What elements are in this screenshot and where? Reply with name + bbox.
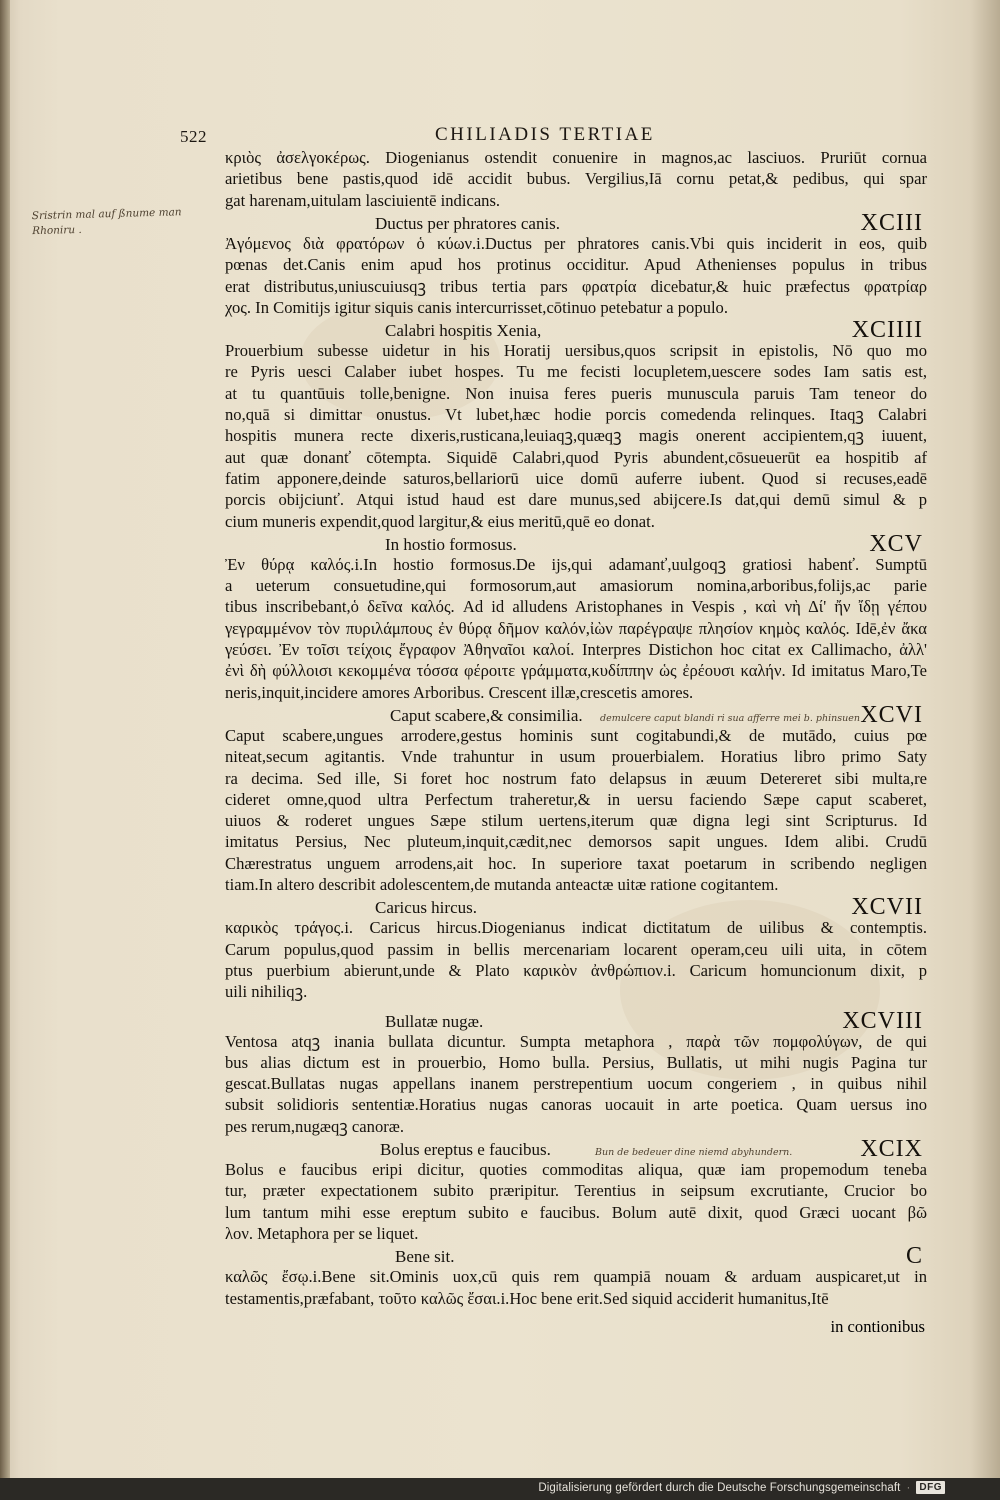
text-line: hospitis munera recte dixeris,rusticana,leuiaqꝫ,quæqꝫ magis onerent accipientem,qꝫ iuuent, (225, 426, 927, 446)
proverb-numeral: XCIII (860, 209, 923, 236)
text-line: ra decima. Sed ille, Si foret hoc nostrum fato delapsus in æuum Detereret sibi multa,re (225, 768, 927, 788)
text-line: arietibus bene pastis,quod idē accidit bubus. Vergilius,Iā cornu petat,& pedibus, qui spar (225, 169, 927, 189)
proverb-title: Ductus per phratores canis. (375, 213, 561, 233)
text-line: pœnas det.Canis enim apud hos protinus occiditur. Apud Athenienses populus in tribus (225, 255, 927, 275)
text-line: no,quā si dimittar onustus. Vt lubet,hæc hodie porcis comedenda relinques. Itaqꝫ Calabri (225, 405, 927, 424)
proverb-title: Bullatæ nugæ. (385, 1011, 484, 1031)
proverb-heading (225, 896, 927, 920)
text-line: γεύσει. Ἐν τοῖσι τείχοις ἔγραφον Ἀθηναῖοι καλοί. Interpres Distichon hoc citat ex Callimacho, ἀλλ' (225, 640, 927, 659)
text-line: tibus inscribebant,ὁ δεῖνα καλός. Ad id alludens Aristophanes in Vespis , καὶ νὴ Δί' ἤν ἴδῃ γέπου (225, 597, 927, 617)
proverb-title: Calabri hospitis Xenia, (385, 321, 542, 341)
text-line: χος. In Comitijs igitur siquis canis intercurrisset,cōtinuo petebatur a populo. (225, 297, 729, 317)
text-line: porcis obijciunť. Atqui istud haud est dare munus,sed abijcere.Is dat,qui demū simul & p (225, 490, 927, 510)
digitization-credit: Digitalisierung gefördert durch die Deutsche Forschungsgemeinschaft · DFG (538, 1481, 945, 1494)
dfg-logo-icon: DFG (916, 1481, 945, 1494)
proverb-heading (225, 701, 927, 728)
proverb-numeral: XCVII (851, 894, 923, 921)
text-line: Ἀγόμενος διὰ φρατόρων ὁ κύων.i.Ductus per phratores canis.Vbi quis inciderit in eos, quib (225, 233, 927, 253)
text-line: Carum populus,quod passim in bellis mercenariam locarent operam,ceu uili uita, in cōtem (225, 939, 927, 959)
text-line: subsit solidioris sententiæ.Horatius nugas canoras uocauit in arte poetica. Quam uersus ino (225, 1095, 927, 1115)
text-line: λον. Metaphora per se liquet. (225, 1223, 419, 1243)
page-number: 522 (180, 127, 207, 146)
text-line: gat harenam,uitulam lasciuientē indicans. (225, 190, 501, 210)
text-line: re Pyris uesci Calaber iubet hospes. Tu me fecisti locupletem,uescere sodes Iam satis est, (225, 362, 927, 382)
text-line: imitatus Persius, Nec pluteum,inquit,cædit,nec demorsos sapit ungues. Idem alibi. Crudū (225, 832, 927, 852)
text-line: erat distributus,uniuscuiusqꝫ tribus tertia pars φρατρία dicebatur,& huic præfectus φρατρίαρ (225, 276, 927, 296)
proverb-numeral: C (905, 1243, 923, 1270)
text-line: uili nihiliqꝫ. (225, 982, 308, 1002)
text-line: καρικὸς τράγος.i. Caricus hircus.Diogenianus indicat dictitatum de uilibus & contemptis. (225, 918, 927, 938)
running-head: CHILIADIS TERTIAE (435, 124, 655, 145)
proverb-heading (225, 319, 927, 343)
text-line: Ventosa atqꝫ inania bullata dicuntur. Sumpta metaphora , παρὰ τῶν πομφολύγων, de qui (225, 1031, 927, 1051)
text-line: fatim apponere,deinde saturos,bellariorū uice domū auferre iubent. Quod si recuses,eadē (225, 468, 927, 488)
proverb-numeral: XCIX (860, 1136, 923, 1162)
text-line: cium muneris expendit,quod largitur,& eius meritū,quē eo donat. (225, 511, 655, 531)
proverb-numeral: XCIIII (851, 317, 923, 344)
text-line: niteat,secum agitantis. Vnde trahuntur in usum prouerbialem. Horatius libro primo Saty (225, 747, 927, 767)
text-line: tur, præter expectationem subito præripitur. Terentius in seipsum excrutiante, Crucior bo (225, 1181, 927, 1201)
handwritten-annotation: Bun de bedeuer dine niemd abyhundern. (595, 1147, 793, 1158)
text-line: Prouerbium subesse uidetur in his Horatij uersibus,quos scripsit in epistolis, Nō quo mo (225, 341, 927, 361)
handwritten-annotation: demulcere caput blandi ri sua afferre mei b. phinsuen (600, 712, 860, 724)
proverb-title: Bolus ereptus e faucibus. (380, 1140, 551, 1159)
text-line: Bolus e faucibus eripi dicitur, quoties commoditas aliqua, quæ iam propemodum teneba (225, 1160, 927, 1179)
text-line: cideret omne,quod ultra Perfectum traheretur,& in uersu faciendo Sæpe caput scaberet, (225, 789, 927, 809)
proverb-heading (225, 209, 927, 236)
catchword: in contionibus (830, 1317, 925, 1336)
text-line: lum tantum mihi esse ereptum subito e faucibus. Bolum autē dixit, quod Græci uocant βῶ (225, 1202, 927, 1222)
text-line: καλῶς ἔσῳ.i.Bene sit.Ominis uox,cū quis rem quampiā nouam & arduam auspicaret,ut in (225, 1267, 927, 1287)
proverb-numeral: XCVI (860, 701, 923, 728)
text-line: Chærestratus unguem arrodens,ait hoc. In superiore taxat poetarum in scribendo negligen (225, 853, 927, 873)
text-line: aut quæ donanť cōtempta. Siquidē Calabri,quod Pyris abundent,cōsueuerūt ea hospitib af (225, 447, 927, 467)
text-line: ptus puerbium abierunt,unde & Plato καρικὸν ἀνθρώπιον.i. Caricum homuncionum dixit, p (225, 960, 927, 980)
text-line: Ἐν θύρᾳ καλός.i.In hostio formosus.De ijs,qui adamanť,uulgoqꝫ gratiosi habenť. Sumptū (225, 554, 927, 574)
proverb-title: In hostio formosus. (385, 534, 517, 554)
proverb-heading (225, 530, 927, 557)
text-line: neris,inquit,incidere amores Arboribus. Crescent illæ,crescetis amores. (225, 682, 694, 702)
credit-text: Digitalisierung gefördert durch die Deutsche Forschungsgemeinschaft (538, 1481, 901, 1494)
proverb-title: Caput scabere,& consimilia. (390, 705, 583, 725)
proverb-heading (225, 1007, 927, 1034)
text-line: Caput scabere,ungues arrodere,gestus hominis sunt cogitabundi,& de mutādo, cuius pœ (225, 725, 927, 745)
text-line: uiuos & roderet ungues Sæpe stilum uertens,iterum quæ digna legi sint Scripturus. Id (225, 811, 927, 831)
text-line: ἐνὶ δὴ φύλλοισι κεκομμένα τόσσα φέροιτε γράμματα,κυδίππην ὡς ἐρέουσι καλήν. Id imitatus Maro,Te (225, 661, 927, 681)
text-line: a ueterum consuetudine,qui formosorum,aut amasiorum nomina,arboribus,folijs,ac parie (225, 576, 927, 596)
proverb-numeral: XCV (869, 530, 923, 557)
text-line: bus alias dictum est in prouerbio, Homo bulla. Persius, Bullatis, ut mihi nugis Pagina tur (225, 1052, 927, 1072)
proverb-title: Bene sit. (395, 1247, 455, 1267)
text-line: κριὸς ἀσελγοκέρως. Diogenianus ostendit conuenire in magnos,ac lasciuos. Pruriūt cornua (225, 148, 927, 167)
proverb-title: Caricus hircus. (375, 898, 477, 918)
text-line: testamentis,præfabant, τοῦτο καλῶς ἔσαι.i.Hoc bene erit.Sed siquid acciderit humanitus,Itē (225, 1288, 829, 1308)
text-line: tiam.In altero describit adolescentem,de mutanda anteactæ uitæ ratione cogitantem. (225, 875, 779, 894)
proverb-heading (225, 1138, 927, 1162)
proverb-numeral: XCVIII (842, 1007, 923, 1034)
proverb-heading (225, 1245, 927, 1269)
text-line: at tu quantūuis tolle,benigne. Non inuisa feres pueris munuscula paruis Tam teneor do (225, 383, 927, 403)
text-line: gescat.Bullatas nugas appellans inanem perstrepentium uocum congeriem , in quibus nihil (225, 1074, 927, 1094)
handwritten-margin-note: Sristrin mal auf ßnume man Rhoniru . (31, 206, 182, 238)
text-line: γεγραμμένον τὸν πυριλάμπους ἐν θύρᾳ δῆμον καλόν,ἰὼν παρέγραψε πλησίον κημὸς καλός. Idē,ἐν ἄκα (225, 618, 927, 638)
text-line: pes rerum,nugæqꝫ canoræ. (225, 1116, 404, 1136)
